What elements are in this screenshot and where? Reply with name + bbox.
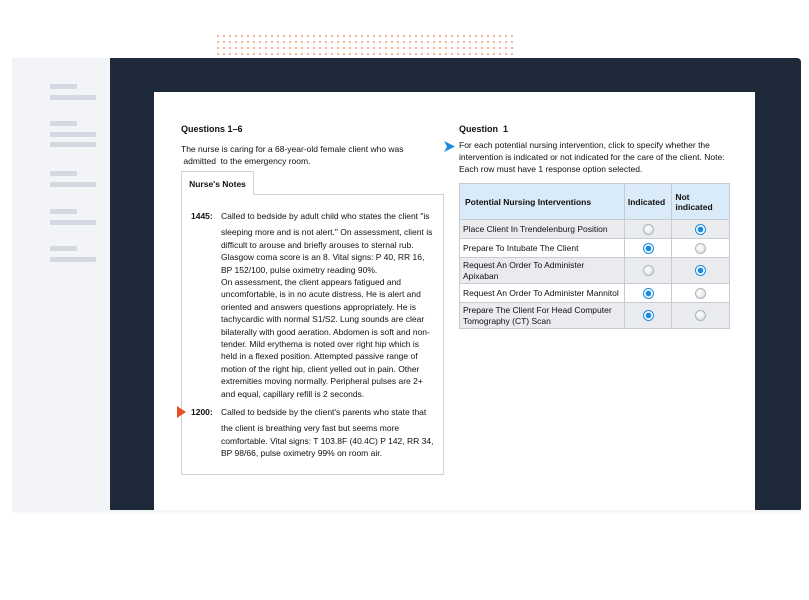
label-line: Apixaban <box>463 270 499 281</box>
case-heading: Questions 1–6 <box>181 124 243 134</box>
column-header-indicated: Indicated <box>624 184 672 220</box>
nurses-notes-panel <box>181 194 444 475</box>
intervention-label <box>460 258 625 284</box>
sidebar-placeholder-line <box>50 220 96 225</box>
label-line: Request An Order To Administer <box>463 259 585 270</box>
note-line: Glasgow coma score is an 8. Vital signs: P 40, RR 16, <box>221 252 425 263</box>
table-row <box>460 258 730 284</box>
instruction-line: intervention is indicated or not indicated for the care of the client. Note: <box>459 151 725 162</box>
frame-shadow <box>12 510 802 514</box>
sidebar-placeholder-line <box>50 209 77 214</box>
radio-not-indicated[interactable] <box>695 243 706 254</box>
sidebar-placeholder-line <box>50 257 96 262</box>
note-line: and equal, capillary refill is 2 seconds. <box>221 388 365 399</box>
intervention-label <box>460 239 625 258</box>
note-line: Called to bedside by the client's parents who state that <box>221 407 427 417</box>
label-line: Tomography (CT) Scan <box>463 315 551 326</box>
sidebar-placeholder-line <box>50 84 77 89</box>
label-line: Prepare To Intubate The Client <box>463 242 579 253</box>
label-line: Prepare The Client For Head Computer <box>463 304 612 315</box>
note-line: tachycardic with normal S1/S2. Lung sounds are clear <box>221 314 425 325</box>
label-line: Place Client In Trendelenburg Position <box>463 223 608 234</box>
case-intro <box>181 143 431 167</box>
table-row <box>460 220 730 239</box>
app-sidebar <box>12 58 110 512</box>
sidebar-placeholder-line <box>50 121 77 126</box>
intervention-label <box>460 220 625 239</box>
instruction-line: Each row must have 1 response option selected. <box>459 163 643 174</box>
radio-not-indicated[interactable] <box>695 288 706 299</box>
note-line: sleeping more and is not alert." On assessment, client is <box>221 227 433 238</box>
note-text <box>221 210 443 400</box>
note-line: difficult to arouse and briefly arouses to sternal rub. <box>221 239 414 250</box>
sidebar-placeholder-line <box>50 171 77 176</box>
header-line: Not <box>675 191 690 202</box>
note-line: oriented and answers questions appropriately. He is <box>221 301 416 312</box>
note-line: extremities moving normally. Peripheral pulses are 2+ <box>221 376 423 387</box>
sidebar-placeholder-line <box>50 95 96 100</box>
note-line: BP 152/100, pulse oximetry reading 90%. <box>221 264 378 275</box>
instruction-line: For each potential nursing intervention, click to specify whether the <box>459 140 710 150</box>
case-intro-line: The nurse is caring for a 68-year-old female client who was <box>181 144 404 154</box>
radio-indicated[interactable] <box>643 224 654 235</box>
tab-nurses-notes[interactable]: Nurse's Notes <box>181 171 254 195</box>
current-entry-marker-icon <box>177 406 186 418</box>
question-instructions <box>459 140 734 175</box>
note-line: held in a flexed position. Attempted passive range of <box>221 351 418 362</box>
intervention-label <box>460 303 625 329</box>
note-line: uncomfortable, is in no acute distress. He is alert and <box>221 289 421 300</box>
note-line: comfortable. Vital signs: T 103.8F (40.4C) P 142, RR 34, <box>221 435 434 446</box>
note-line: Called to bedside by adult child who states the client "is <box>221 211 430 221</box>
table-row <box>460 239 730 258</box>
radio-not-indicated[interactable] <box>695 265 706 276</box>
header-line: indicated <box>675 201 713 212</box>
sidebar-placeholder-line <box>50 142 96 147</box>
column-header-interventions: Potential Nursing Interventions <box>460 184 625 220</box>
radio-not-indicated[interactable] <box>695 310 706 321</box>
table-row <box>460 303 730 329</box>
note-time: 1445: <box>191 211 213 221</box>
note-time: 1200: <box>191 407 213 417</box>
note-line: the client is breathing very fast but seems more <box>221 423 400 434</box>
radio-indicated[interactable] <box>643 243 654 254</box>
intervention-matrix <box>459 183 730 329</box>
note-line: On assessment, the client appears fatigued and <box>221 277 402 288</box>
radio-indicated[interactable] <box>643 265 654 276</box>
radio-indicated[interactable] <box>643 310 654 321</box>
column-header-not-indicated <box>672 184 730 220</box>
sidebar-placeholder-line <box>50 132 96 137</box>
pointer-arrow-icon <box>443 140 456 153</box>
radio-indicated[interactable] <box>643 288 654 299</box>
sidebar-placeholder-line <box>50 246 77 251</box>
table-row <box>460 284 730 303</box>
note-line: bilaterally with good aeration. Abdomen is soft and non- <box>221 326 430 337</box>
sidebar-placeholder-line <box>50 182 96 187</box>
note-line: motion of the right hip, client yelled out in pain. Other <box>221 363 420 374</box>
note-line: BP 98/66, pulse oximetry 99% on room air. <box>221 448 382 459</box>
note-text <box>221 406 443 460</box>
intervention-label <box>460 284 625 303</box>
question-heading: Question 1 <box>459 124 509 134</box>
radio-not-indicated[interactable] <box>695 224 706 235</box>
label-line: Request An Order To Administer Mannitol <box>463 287 619 298</box>
note-line: tender. Mild erythema is noted over right hip which is <box>221 339 419 350</box>
case-intro-line: admitted to the emergency room. <box>181 156 311 166</box>
decorative-dot-pattern <box>215 33 517 59</box>
